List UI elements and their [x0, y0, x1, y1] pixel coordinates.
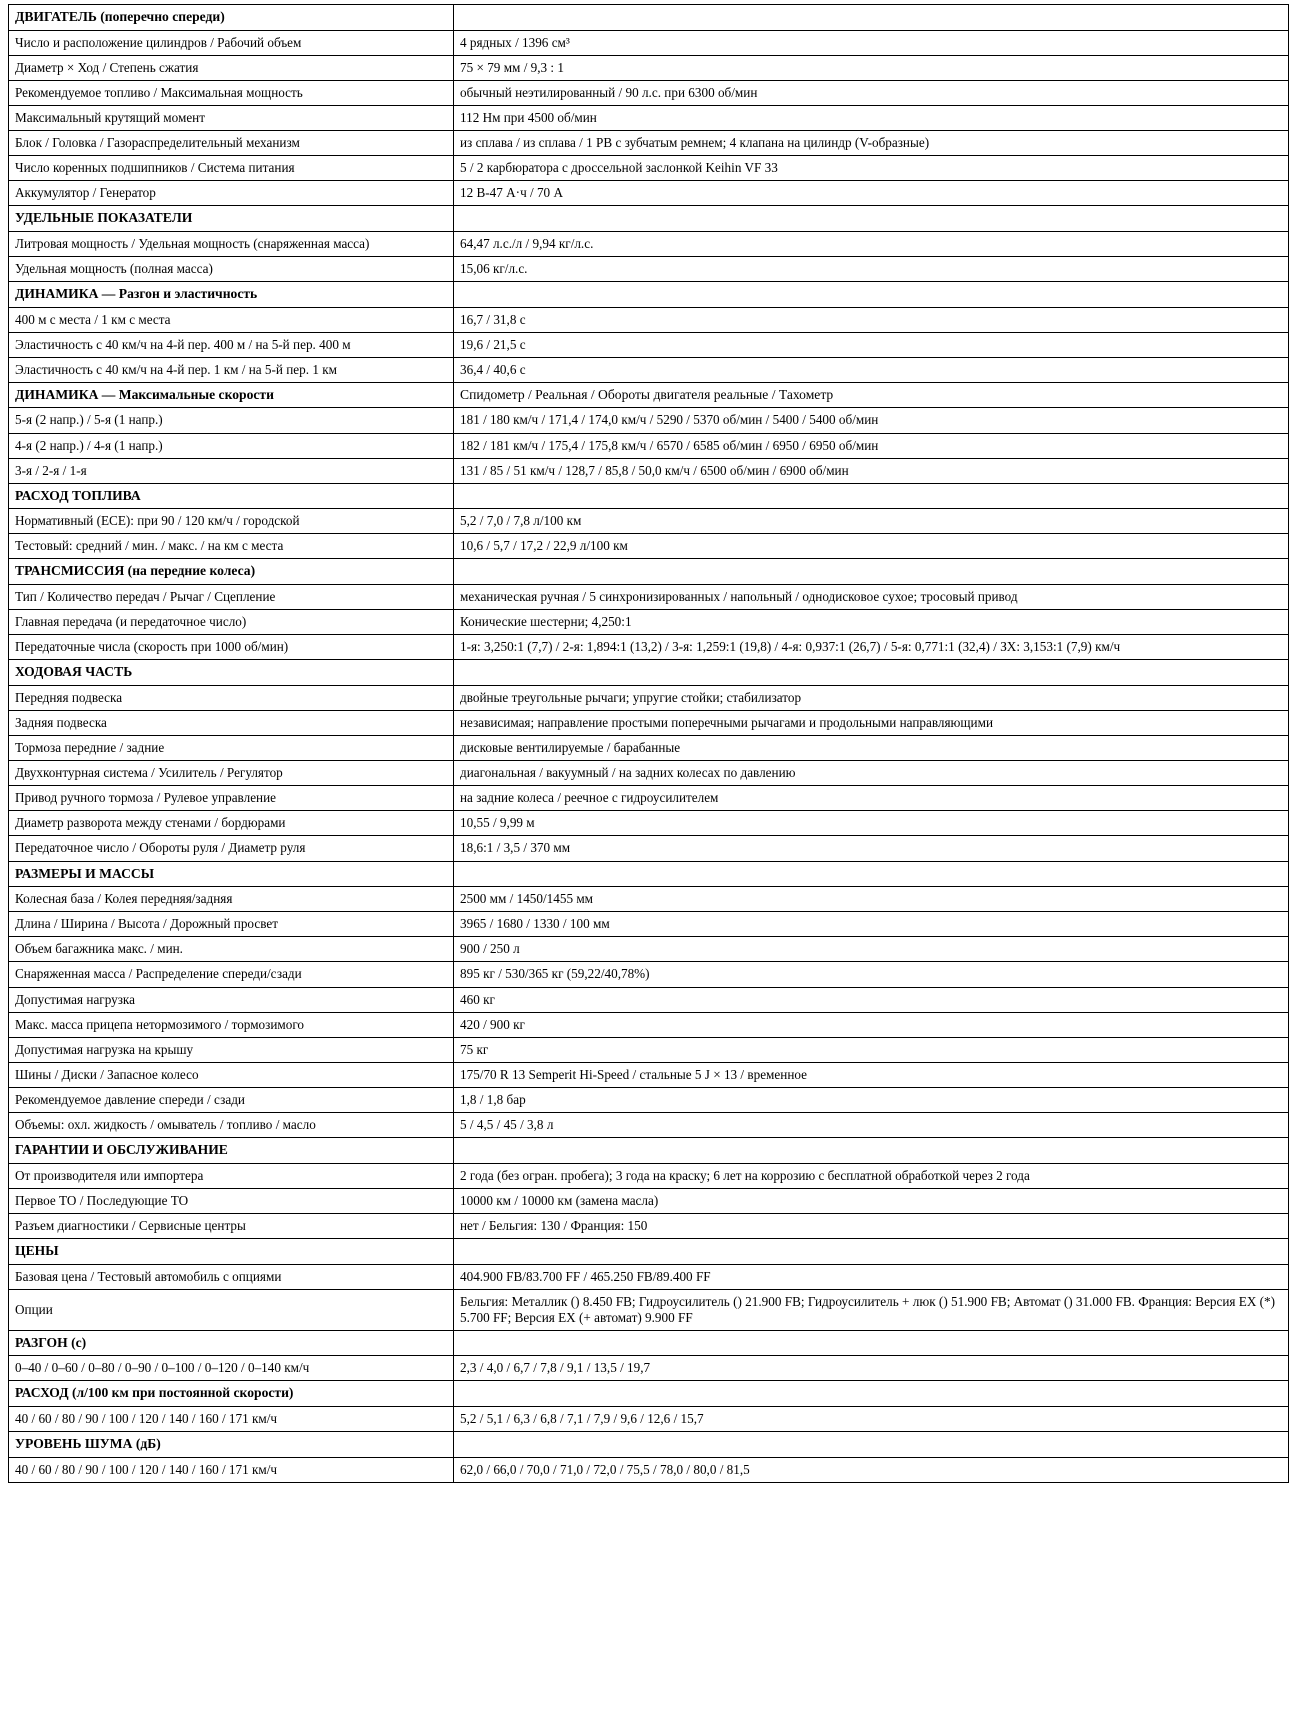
- row-label: Рекомендуемое топливо / Максимальная мощность: [9, 80, 454, 105]
- row-label: 3-я / 2-я / 1-я: [9, 458, 454, 483]
- table-row: [9, 307, 1289, 332]
- table-row: [9, 585, 1289, 610]
- row-label: Первое ТО / Последующие ТО: [9, 1188, 454, 1213]
- section-header-row: [9, 282, 1289, 308]
- row-label: Привод ручного тормоза / Рулевое управление: [9, 786, 454, 811]
- row-label: Базовая цена / Тестовый автомобиль с опциями: [9, 1264, 454, 1289]
- section-title: ТРАНСМИССИЯ (на передние колеса): [9, 559, 454, 585]
- row-value: 5 / 4,5 / 45 / 3,8 л: [454, 1113, 1289, 1138]
- row-label: Максимальный крутящий момент: [9, 105, 454, 130]
- row-value: 36,4 / 40,6 с: [454, 357, 1289, 382]
- row-label: 0–40 / 0–60 / 0–80 / 0–90 / 0–100 / 0–120 / 0–140 км/ч: [9, 1356, 454, 1381]
- row-label: 5-я (2 напр.) / 5-я (1 напр.): [9, 408, 454, 433]
- row-label: Число коренных подшипников / Система питания: [9, 156, 454, 181]
- table-row: [9, 156, 1289, 181]
- table-row: [9, 1264, 1289, 1289]
- row-value: на задние колеса / реечное с гидроусилителем: [454, 786, 1289, 811]
- section-title: ЦЕНЫ: [9, 1238, 454, 1264]
- row-value: 131 / 85 / 51 км/ч / 128,7 / 85,8 / 50,0 км/ч / 6500 об/мин / 6900 об/мин: [454, 458, 1289, 483]
- row-value: [454, 1381, 1289, 1407]
- row-label: Передняя подвеска: [9, 685, 454, 710]
- row-label: 40 / 60 / 80 / 90 / 100 / 120 / 140 / 160 / 171 км/ч: [9, 1407, 454, 1432]
- row-label: Передаточное число / Обороты руля / Диаметр руля: [9, 836, 454, 861]
- row-value: [454, 559, 1289, 585]
- table-row: [9, 1012, 1289, 1037]
- row-label: Число и расположение цилиндров / Рабочий объем: [9, 30, 454, 55]
- section-title: УРОВЕНЬ ШУМА (дБ): [9, 1432, 454, 1458]
- section-header-row: [9, 1238, 1289, 1264]
- section-title: ДИНАМИКА — Максимальные скорости: [9, 382, 454, 408]
- table-row: [9, 105, 1289, 130]
- row-label: Удельная мощность (полная масса): [9, 256, 454, 281]
- row-label: Разъем диагностики / Сервисные центры: [9, 1213, 454, 1238]
- row-value: 1,8 / 1,8 бар: [454, 1087, 1289, 1112]
- row-value: [454, 483, 1289, 509]
- row-value: дисковые вентилируемые / барабанные: [454, 736, 1289, 761]
- table-row: [9, 509, 1289, 534]
- row-label: Эластичность с 40 км/ч на 4-й пер. 1 км / на 5-й пер. 1 км: [9, 357, 454, 382]
- table-row: [9, 1213, 1289, 1238]
- row-label: Опции: [9, 1289, 454, 1330]
- row-value: 18,6:1 / 3,5 / 370 мм: [454, 836, 1289, 861]
- table-row: [9, 685, 1289, 710]
- row-value: 12 В-47 А·ч / 70 А: [454, 181, 1289, 206]
- row-value: [454, 1330, 1289, 1356]
- row-label: 4-я (2 напр.) / 4-я (1 напр.): [9, 433, 454, 458]
- row-value: 182 / 181 км/ч / 175,4 / 175,8 км/ч / 6570 / 6585 об/мин / 6950 / 6950 об/мин: [454, 433, 1289, 458]
- row-label: Снаряженная масса / Распределение спереди/сзади: [9, 962, 454, 987]
- row-label: Аккумулятор / Генератор: [9, 181, 454, 206]
- row-label: Диаметр × Ход / Степень сжатия: [9, 55, 454, 80]
- row-value: 175/70 R 13 Semperit Hi-Speed / стальные 5 J × 13 / временное: [454, 1062, 1289, 1087]
- section-header-row: [9, 382, 1289, 408]
- table-row: [9, 635, 1289, 660]
- section-title: ДВИГАТЕЛЬ (поперечно спереди): [9, 5, 454, 31]
- row-value: 3965 / 1680 / 1330 / 100 мм: [454, 912, 1289, 937]
- section-header-row: [9, 1138, 1289, 1164]
- row-value: Бельгия: Металлик () 8.450 FB; Гидроусилитель () 21.900 FB; Гидроусилитель + люк () 51.900 FB; Автомат () 31.000 FB. Франция: Версия EX (*) 5.700 FF; Версия EX (+ автомат) 9.900 FF: [454, 1289, 1289, 1330]
- row-label: Длина / Ширина / Высота / Дорожный просвет: [9, 912, 454, 937]
- table-row: [9, 256, 1289, 281]
- table-row: [9, 987, 1289, 1012]
- table-row: [9, 887, 1289, 912]
- row-value: 15,06 кг/л.с.: [454, 256, 1289, 281]
- row-value: 4 рядных / 1396 см³: [454, 30, 1289, 55]
- row-value: 5,2 / 7,0 / 7,8 л/100 км: [454, 509, 1289, 534]
- table-row: [9, 1037, 1289, 1062]
- row-value: двойные треугольные рычаги; упругие стойки; стабилизатор: [454, 685, 1289, 710]
- row-value: [454, 660, 1289, 686]
- row-label: Главная передача (и передаточное число): [9, 610, 454, 635]
- section-header-row: [9, 1432, 1289, 1458]
- row-value: [454, 206, 1289, 232]
- row-label: Колесная база / Колея передняя/задняя: [9, 887, 454, 912]
- row-label: Шины / Диски / Запасное колесо: [9, 1062, 454, 1087]
- table-row: [9, 610, 1289, 635]
- row-value: 2 года (без огран. пробега); 3 года на краску; 6 лет на коррозию с бесплатной обработкой через 2 года: [454, 1163, 1289, 1188]
- section-title: РАЗГОН (с): [9, 1330, 454, 1356]
- table-row: [9, 836, 1289, 861]
- row-value: из сплава / из сплава / 1 РВ с зубчатым ремнем; 4 клапана на цилиндр (V-образные): [454, 130, 1289, 155]
- section-header-row: [9, 1330, 1289, 1356]
- section-header-row: [9, 483, 1289, 509]
- section-title: РАЗМЕРЫ И МАССЫ: [9, 861, 454, 887]
- table-row: [9, 962, 1289, 987]
- row-value: 1-я: 3,250:1 (7,7) / 2-я: 1,894:1 (13,2) / 3-я: 1,259:1 (19,8) / 4-я: 0,937:1 (26,7) / 5-я: 0,771:1 (32,4) / ЗХ: 3,153:1 (7,9) км/ч: [454, 635, 1289, 660]
- row-value: 5,2 / 5,1 / 6,3 / 6,8 / 7,1 / 7,9 / 9,6 / 12,6 / 15,7: [454, 1407, 1289, 1432]
- section-title: РАСХОД ТОПЛИВА: [9, 483, 454, 509]
- row-label: 400 м с места / 1 км с места: [9, 307, 454, 332]
- row-value: 900 / 250 л: [454, 937, 1289, 962]
- table-row: [9, 1163, 1289, 1188]
- row-label: От производителя или импортера: [9, 1163, 454, 1188]
- row-value: 75 × 79 мм / 9,3 : 1: [454, 55, 1289, 80]
- row-label: Допустимая нагрузка на крышу: [9, 1037, 454, 1062]
- specification-table: [8, 4, 1289, 1483]
- section-title: ХОДОВАЯ ЧАСТЬ: [9, 660, 454, 686]
- table-row: [9, 433, 1289, 458]
- section-title: РАСХОД (л/100 км при постоянной скорости): [9, 1381, 454, 1407]
- row-label: Тормоза передние / задние: [9, 736, 454, 761]
- table-row: [9, 811, 1289, 836]
- row-value: Спидометр / Реальная / Обороты двигателя реальные / Тахометр: [454, 382, 1289, 408]
- row-value: обычный неэтилированный / 90 л.с. при 6300 об/мин: [454, 80, 1289, 105]
- section-header-row: [9, 1381, 1289, 1407]
- table-row: [9, 937, 1289, 962]
- table-row: [9, 1113, 1289, 1138]
- table-row: [9, 786, 1289, 811]
- row-label: Объем багажника макс. / мин.: [9, 937, 454, 962]
- section-header-row: [9, 5, 1289, 31]
- row-value: диагональная / вакуумный / на задних колесах по давлению: [454, 761, 1289, 786]
- row-value: [454, 5, 1289, 31]
- row-value: 19,6 / 21,5 с: [454, 332, 1289, 357]
- row-value: 2,3 / 4,0 / 6,7 / 7,8 / 9,1 / 13,5 / 19,7: [454, 1356, 1289, 1381]
- table-row: [9, 1087, 1289, 1112]
- table-row: [9, 711, 1289, 736]
- row-label: Макс. масса прицепа нетормозимого / тормозимого: [9, 1012, 454, 1037]
- row-value: независимая; направление простыми поперечными рычагами и продольными направляющими: [454, 711, 1289, 736]
- row-value: Конические шестерни; 4,250:1: [454, 610, 1289, 635]
- row-label: Рекомендуемое давление спереди / сзади: [9, 1087, 454, 1112]
- row-label: Блок / Головка / Газораспределительный механизм: [9, 130, 454, 155]
- table-row: [9, 736, 1289, 761]
- table-row: [9, 534, 1289, 559]
- table-row: [9, 1407, 1289, 1432]
- row-value: нет / Бельгия: 130 / Франция: 150: [454, 1213, 1289, 1238]
- row-label: Нормативный (ЕСЕ): при 90 / 120 км/ч / городской: [9, 509, 454, 534]
- section-title: ДИНАМИКА — Разгон и эластичность: [9, 282, 454, 308]
- table-row: [9, 1356, 1289, 1381]
- row-label: Тестовый: средний / мин. / макс. / на км с места: [9, 534, 454, 559]
- table-row: [9, 80, 1289, 105]
- row-label: Передаточные числа (скорость при 1000 об/мин): [9, 635, 454, 660]
- table-row: [9, 912, 1289, 937]
- row-value: [454, 1238, 1289, 1264]
- table-row: [9, 231, 1289, 256]
- table-row: [9, 761, 1289, 786]
- row-value: 112 Нм при 4500 об/мин: [454, 105, 1289, 130]
- table-row: [9, 1289, 1289, 1330]
- row-value: 64,47 л.с./л / 9,94 кг/л.с.: [454, 231, 1289, 256]
- row-value: 404.900 FB/83.700 FF / 465.250 FB/89.400 FF: [454, 1264, 1289, 1289]
- section-header-row: [9, 559, 1289, 585]
- section-header-row: [9, 660, 1289, 686]
- table-row: [9, 332, 1289, 357]
- section-header-row: [9, 206, 1289, 232]
- row-value: [454, 861, 1289, 887]
- table-row: [9, 130, 1289, 155]
- row-value: 10,55 / 9,99 м: [454, 811, 1289, 836]
- table-row: [9, 458, 1289, 483]
- row-value: механическая ручная / 5 синхронизированных / напольный / однодисковое сухое; тросовый привод: [454, 585, 1289, 610]
- row-label: Диаметр разворота между стенами / бордюрами: [9, 811, 454, 836]
- row-label: Тип / Количество передач / Рычаг / Сцепление: [9, 585, 454, 610]
- row-label: Литровая мощность / Удельная мощность (снаряженная масса): [9, 231, 454, 256]
- row-value: 181 / 180 км/ч / 171,4 / 174,0 км/ч / 5290 / 5370 об/мин / 5400 / 5400 об/мин: [454, 408, 1289, 433]
- row-value: [454, 282, 1289, 308]
- section-title: УДЕЛЬНЫЕ ПОКАЗАТЕЛИ: [9, 206, 454, 232]
- row-value: 2500 мм / 1450/1455 мм: [454, 887, 1289, 912]
- row-value: 75 кг: [454, 1037, 1289, 1062]
- row-value: 895 кг / 530/365 кг (59,22/40,78%): [454, 962, 1289, 987]
- row-value: 460 кг: [454, 987, 1289, 1012]
- row-value: 420 / 900 кг: [454, 1012, 1289, 1037]
- table-row: [9, 55, 1289, 80]
- row-label: Допустимая нагрузка: [9, 987, 454, 1012]
- row-value: 10,6 / 5,7 / 17,2 / 22,9 л/100 км: [454, 534, 1289, 559]
- table-row: [9, 357, 1289, 382]
- row-label: Объемы: охл. жидкость / омыватель / топливо / масло: [9, 1113, 454, 1138]
- table-row: [9, 408, 1289, 433]
- row-label: Двухконтурная система / Усилитель / Регулятор: [9, 761, 454, 786]
- row-value: [454, 1138, 1289, 1164]
- section-title: ГАРАНТИИ И ОБСЛУЖИВАНИЕ: [9, 1138, 454, 1164]
- table-row: [9, 181, 1289, 206]
- row-value: 16,7 / 31,8 с: [454, 307, 1289, 332]
- row-value: 10000 км / 10000 км (замена масла): [454, 1188, 1289, 1213]
- row-value: 5 / 2 карбюратора с дроссельной заслонкой Keihin VF 33: [454, 156, 1289, 181]
- specification-table-body: [9, 5, 1289, 1483]
- row-value: 62,0 / 66,0 / 70,0 / 71,0 / 72,0 / 75,5 / 78,0 / 80,0 / 81,5: [454, 1457, 1289, 1482]
- table-row: [9, 30, 1289, 55]
- row-label: 40 / 60 / 80 / 90 / 100 / 120 / 140 / 160 / 171 км/ч: [9, 1457, 454, 1482]
- table-row: [9, 1062, 1289, 1087]
- row-label: Задняя подвеска: [9, 711, 454, 736]
- row-value: [454, 1432, 1289, 1458]
- row-label: Эластичность с 40 км/ч на 4-й пер. 400 м / на 5-й пер. 400 м: [9, 332, 454, 357]
- section-header-row: [9, 861, 1289, 887]
- table-row: [9, 1457, 1289, 1482]
- table-row: [9, 1188, 1289, 1213]
